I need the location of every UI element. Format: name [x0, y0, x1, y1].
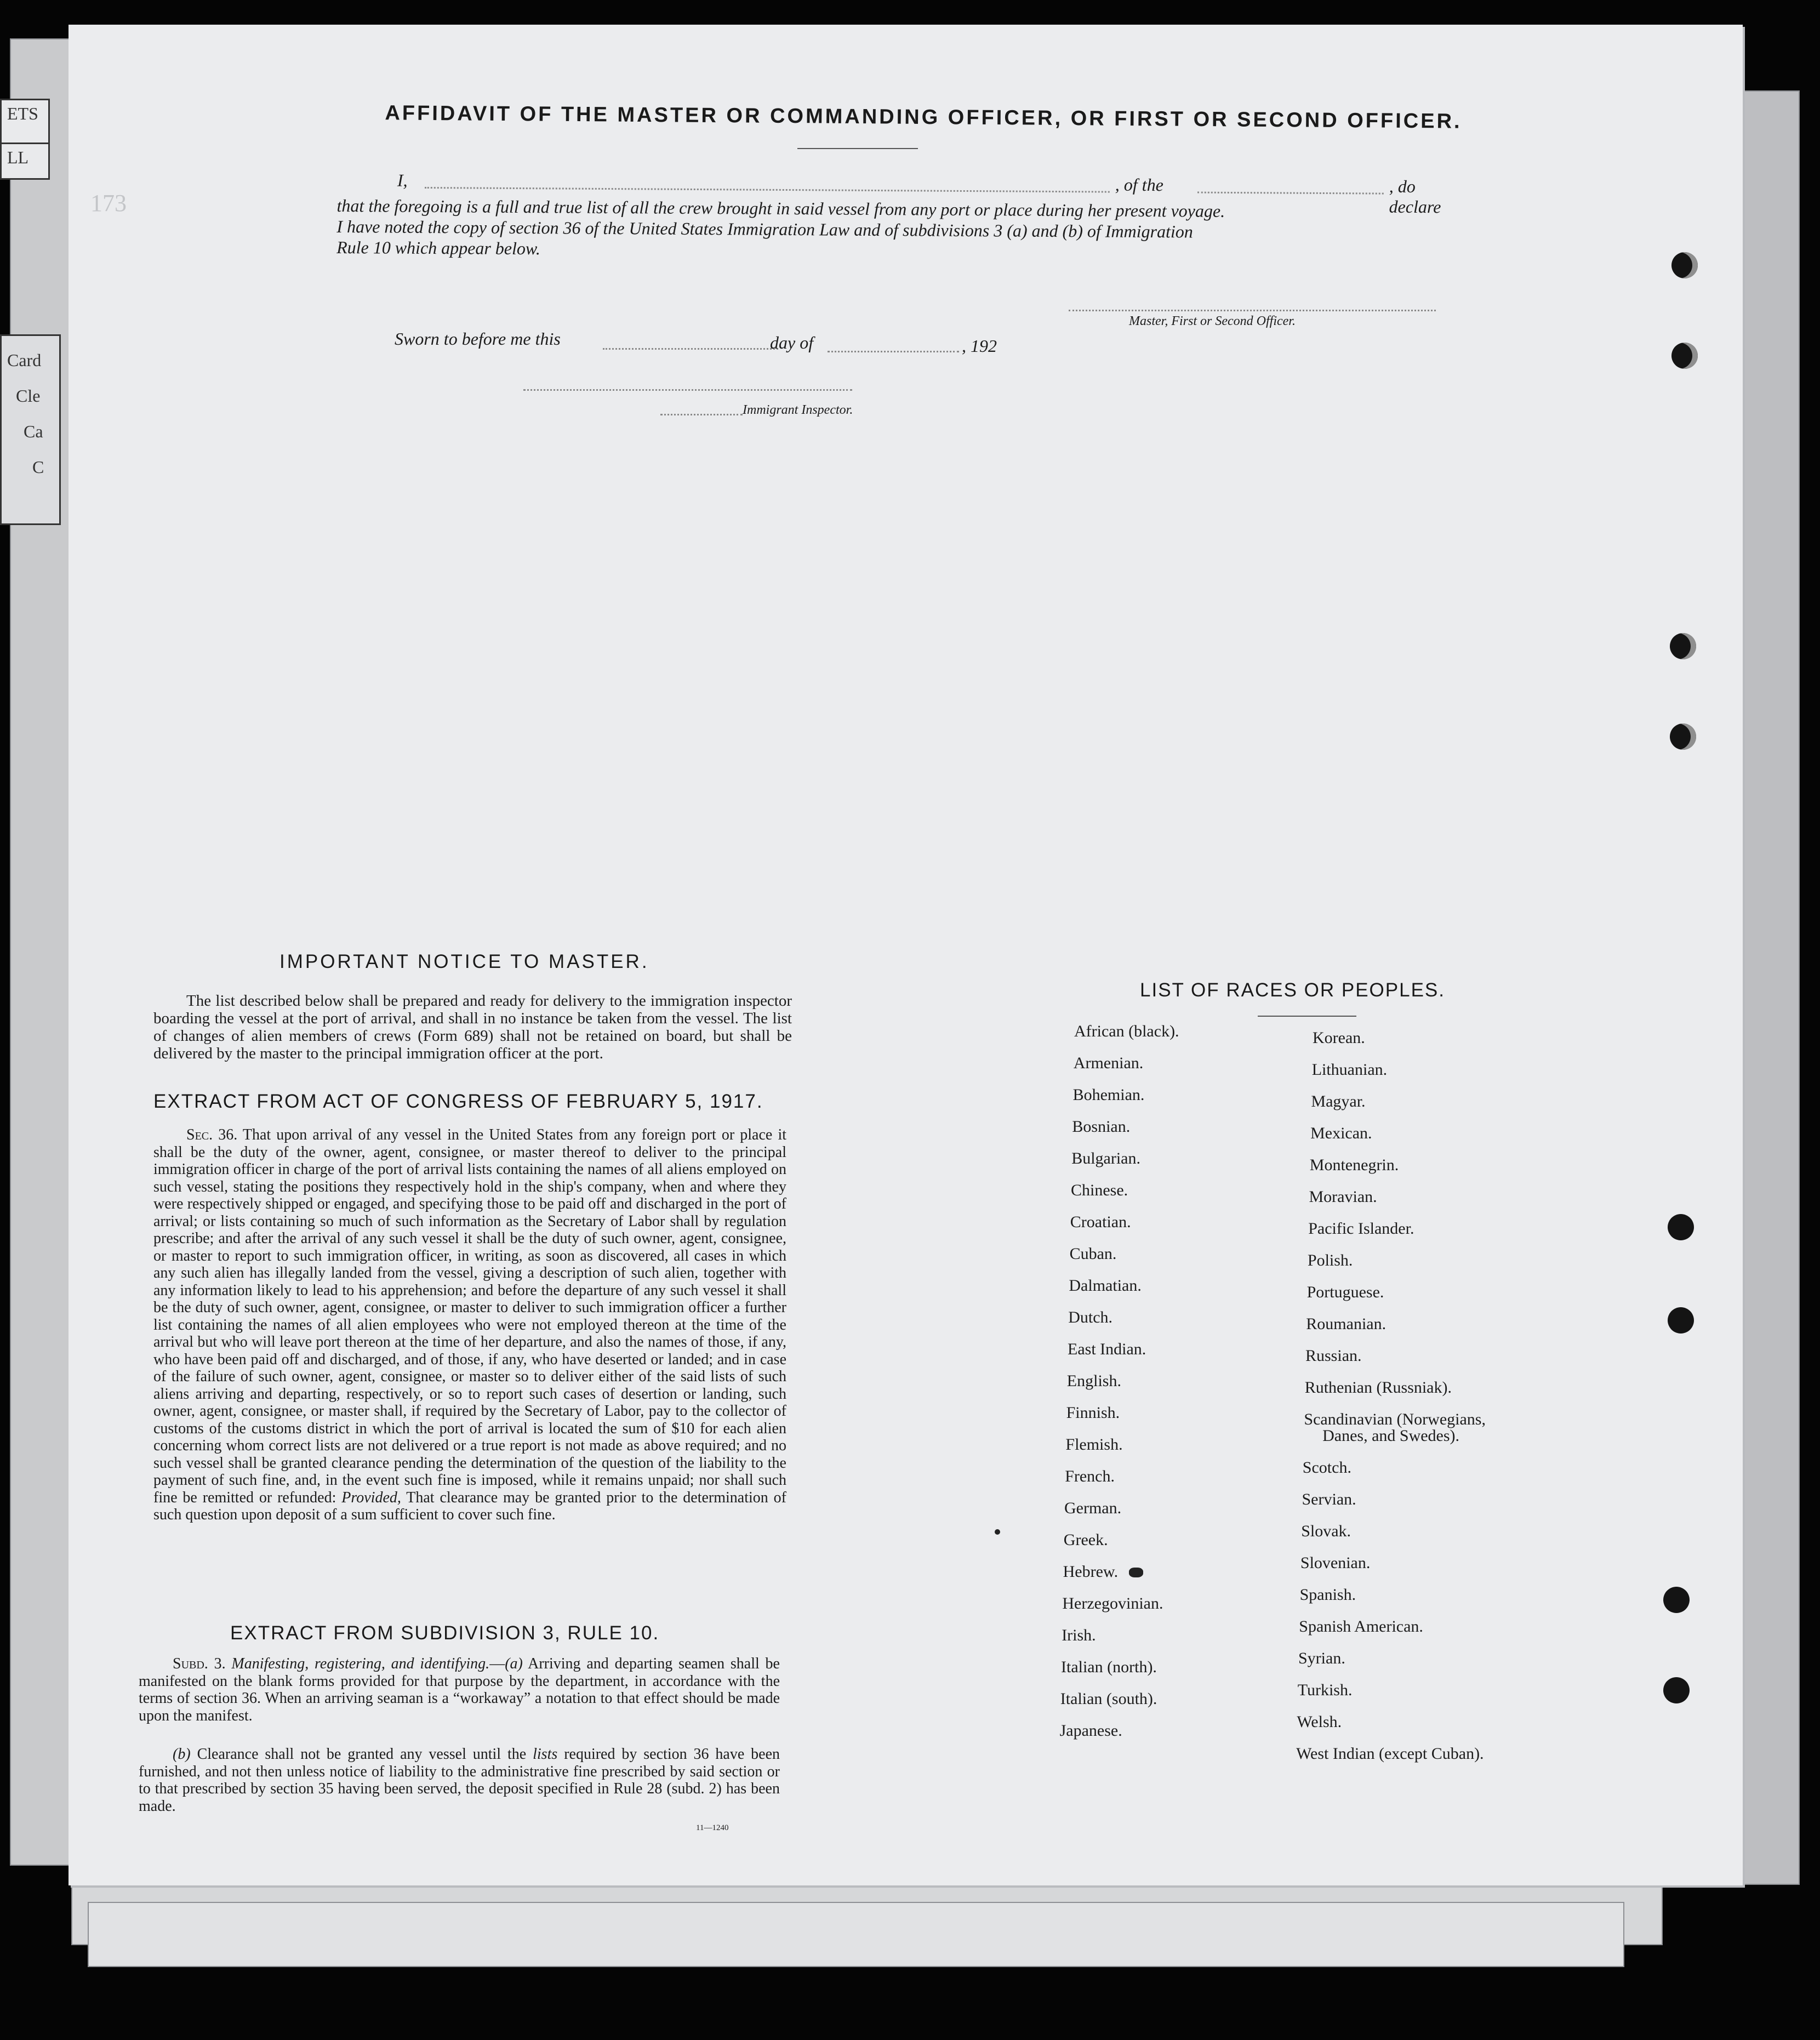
race-item: Cuban. [1069, 1245, 1117, 1263]
rule-b-text-1: Clearance shall not be granted any vessel until the [197, 1746, 527, 1763]
race-item: Moravian. [1309, 1188, 1377, 1206]
affidavit-i-label: I, [397, 170, 408, 190]
act-section-text: That upon arrival of any vessel in the United States from any foreign port or place it shall be the duty of the owner, agent, consignee, or master thereof to deliver to the principal immigration officer in charge of the port of arrival lists containing the names of all aliens employed on such vessel, stating the positions they respectively hold in the ship's company, when and where they were respectively shipped or engaged, and specifying those to be paid off and discharged in the port of arrival; or lists containing so much of such information as the Secretary of Labor shall by regulation prescribe; and after the arrival of any such vessel it shall be the duty of such owner, agent, consignee, or master to report to such immigration officer, in writing, as soon as discovered, all cases in which any such alien has illegally landed from the vessel, giving a description of such alien, together with any information likely to lead to his apprehension; and before the departure of any such vessel it shall be the duty of such owner, agent, consignee, or master to deliver to such immigration officer a further list containing the names of all alien employees who were not employed thereon at the time of the arrival but who will leave port thereon at the time of her departure, and also the names of those, if any, who have been paid off and discharged, and of those, if any, who have deserted or landed; and in case of the failure of such owner, agent, consignee, or master so to deliver either of the said lists of such aliens arriving and departing, respectively, or so to report such cases of desertion or landing, such owner, agent, consignee, or master shall, if required by the Secretary of Labor, pay to the collector of customs of the customs district in which the port of arrival is located the sum of $10 for each alien concerning whom correct lists are not delivered or a true report is not made as above required; and no such vessel shall be granted clearance pending the determination of the question of the liability to the payment of such fine, and, in the event such fine is imposed, while it remains unpaid; nor shall such fine be remitted or refunded: [153, 1126, 786, 1506]
race-item: Chinese. [1071, 1181, 1128, 1199]
rule-b-label: (b) [173, 1746, 191, 1763]
race-item: Italian (north). [1061, 1658, 1157, 1676]
race-item: Scotch. [1302, 1458, 1351, 1477]
race-item: Roumanian. [1306, 1315, 1387, 1333]
race-item: English. [1066, 1372, 1121, 1390]
races-title: LIST OF RACES OR PEOPLES. [1140, 979, 1446, 1001]
race-item: Irish. [1062, 1626, 1096, 1644]
sworn-month-line [828, 351, 959, 352]
vessel-name-line [1197, 192, 1384, 195]
rule-extract-b [139, 1746, 780, 1815]
race-item: Hebrew. [1063, 1563, 1119, 1581]
race-item: Turkish. [1297, 1681, 1353, 1699]
form-number: 11—1240 [696, 1824, 729, 1832]
race-item: Spanish American. [1299, 1617, 1423, 1636]
sworn-date-line [603, 348, 778, 350]
document-page [69, 25, 1743, 1885]
punch-hole-7 [1663, 1587, 1690, 1613]
race-item: Welsh. [1297, 1713, 1342, 1731]
affidavit-line-3: I have noted the copy of section 36 of the United States Immigration Law and of subdivisions 3 (a) and (b) of Immigration [336, 216, 1193, 242]
sworn-year-label: , 192 [962, 336, 997, 356]
affidavit-of-the-label: , of the [1115, 174, 1163, 195]
rule-a-text: Arriving and departing seamen shall be manifested on the blank forms provided for that purpose by the department, in accordance with the terms of section 36. When an arriving seaman is a “workaway” a notation to that effect should be made upon the manifest. [139, 1655, 780, 1724]
race-item: Russian. [1305, 1347, 1362, 1365]
race-item: Spanish. [1299, 1586, 1356, 1604]
notice-title: IMPORTANT NOTICE TO MASTER. [279, 951, 649, 972]
rule-b-lists-word: lists [533, 1746, 558, 1763]
race-item: Syrian. [1298, 1649, 1345, 1667]
race-item: German. [1064, 1499, 1122, 1517]
race-item: Scandinavian (Norwegians, [1304, 1410, 1486, 1428]
race-item: Flemish. [1065, 1435, 1123, 1454]
underlying-sheet-left [10, 38, 72, 1866]
left-tab-6-label: C [32, 457, 44, 477]
affidavit-title-rule [797, 148, 918, 149]
race-item: Montenegrin. [1309, 1156, 1399, 1174]
race-item: French. [1065, 1467, 1115, 1485]
race-item: Herzegovinian. [1062, 1594, 1163, 1612]
race-item: Dalmatian. [1069, 1277, 1142, 1295]
race-item: Pacific Islander. [1308, 1220, 1414, 1238]
sworn-day-of-label: day of [770, 333, 814, 352]
left-tab-3 [0, 334, 61, 525]
rule-b-text-2: required by section 36 have been furnished, and not then unless notice of liability to the administrative fine prescribed by said section or to that prescribed by section 35 having been served, the deposit specified in Rule 28 (subd. 2) has been made. [139, 1746, 780, 1815]
race-item: Bulgarian. [1071, 1149, 1140, 1167]
act-section-text-end: That clearance may be granted prior to the determination of such question upon deposit of a sum sufficient to cover such fine. [153, 1489, 786, 1523]
rule-a-label: (a) [505, 1655, 523, 1672]
left-tab-4-label: Cle [16, 386, 41, 406]
left-tab-2-label: LL [7, 147, 29, 167]
race-item: Armenian. [1073, 1054, 1144, 1072]
race-item: Polish. [1307, 1251, 1353, 1269]
race-item: Slovak. [1301, 1522, 1351, 1540]
races-title-rule [1258, 1016, 1356, 1017]
race-item: Danes, and Swedes). [1322, 1427, 1460, 1445]
act-provided-word: Provided, [341, 1489, 401, 1506]
race-item: East Indian. [1068, 1340, 1146, 1358]
affidavit-line-4: Rule 10 which appear below. [336, 237, 541, 259]
race-item: Japanese. [1059, 1722, 1122, 1740]
inspector-label: Immigrant Inspector. [743, 403, 853, 417]
sworn-before-label: Sworn to before me this [395, 329, 561, 349]
race-item: Korean. [1313, 1029, 1365, 1047]
master-signature-label: Master, First or Second Officer. [1129, 314, 1296, 328]
left-tab-5-label: Ca [24, 421, 43, 441]
inspector-signature-line-2 [660, 414, 743, 415]
left-tab-2 [0, 143, 50, 180]
punch-hole-3 [1670, 633, 1696, 659]
race-item: Bosnian. [1072, 1118, 1131, 1136]
punch-hole-6 [1668, 1307, 1694, 1334]
bleed-through-number: 173 [90, 190, 127, 216]
punch-hole-8 [1663, 1677, 1690, 1703]
race-item: Servian. [1302, 1490, 1356, 1508]
race-item: Greek. [1063, 1531, 1108, 1549]
affidavit-title: AFFIDAVIT OF THE MASTER OR COMMANDING OFFICER, OR FIRST OR SECOND OFFICER. [385, 101, 1462, 133]
race-item: African (black). [1074, 1022, 1179, 1040]
punch-hole-4 [1670, 723, 1696, 750]
left-tab-1-label: ETS [7, 104, 38, 123]
master-name-line [425, 187, 1110, 193]
race-item: Slovenian. [1300, 1554, 1371, 1572]
affidavit-declare-label: , do declare [1389, 176, 1441, 217]
left-tab-3-label: Card [7, 350, 42, 370]
race-item: Dutch. [1068, 1308, 1113, 1326]
race-item: Magyar. [1311, 1092, 1366, 1110]
race-item: Italian (south). [1060, 1690, 1157, 1708]
punch-hole-5 [1668, 1214, 1694, 1240]
rule-extract-title: EXTRACT FROM SUBDIVISION 3, RULE 10. [230, 1622, 660, 1644]
inspector-signature-line [523, 389, 852, 391]
affidavit-line-2: that the foregoing is a full and true list of all the crew brought in said vessel from any port or place during her present voyage. [336, 195, 1225, 221]
act-section-label: Sec. 36. [186, 1126, 238, 1143]
race-item: Mexican. [1310, 1124, 1372, 1142]
race-item: Portuguese. [1306, 1283, 1384, 1301]
act-extract-title: EXTRACT FROM ACT OF CONGRESS OF FEBRUARY 5, 1917. [153, 1091, 763, 1112]
master-signature-line [1069, 310, 1436, 311]
act-extract-body [153, 1126, 786, 1524]
race-item: Ruthenian (Russniak). [1304, 1378, 1452, 1397]
rule-subd-heading: Manifesting, registering, and identifying. [231, 1655, 490, 1672]
notice-body: The list described below shall be prepared and ready for delivery to the immigration inspector boarding the vessel at the port of arrival, and shall in no instance be taken from the vessel. The list of changes of alien members of crews (Form 689) shall not be retained on board, but shall be delivered by the master to the principal immigration officer at the port. [153, 992, 792, 1062]
race-item: Croatian. [1070, 1213, 1131, 1231]
rule-subd-label: Subd. 3. [173, 1655, 226, 1672]
race-item: Bohemian. [1072, 1086, 1145, 1104]
punch-hole-1 [1671, 252, 1698, 278]
underlying-sheet-bottom-2 [88, 1902, 1624, 1967]
rule-extract-a: Subd. 3. Manifesting, registering, and identifying.—(a) Arriving and departing seamen shall be manifested on the blank forms provided for that purpose by the department, in accordance with the terms of section 36. When an arriving seaman is a “workaway” a notation to that effect should be made upon the manifest. [139, 1655, 780, 1724]
affidavit-text-block [336, 170, 1444, 264]
ink-speck-2 [995, 1529, 1000, 1535]
race-item: West Indian (except Cuban). [1296, 1745, 1484, 1763]
ink-speck-1 [1129, 1568, 1143, 1577]
race-item: Finnish. [1066, 1404, 1120, 1422]
punch-hole-2 [1671, 343, 1698, 369]
race-item: Lithuanian. [1311, 1061, 1388, 1079]
